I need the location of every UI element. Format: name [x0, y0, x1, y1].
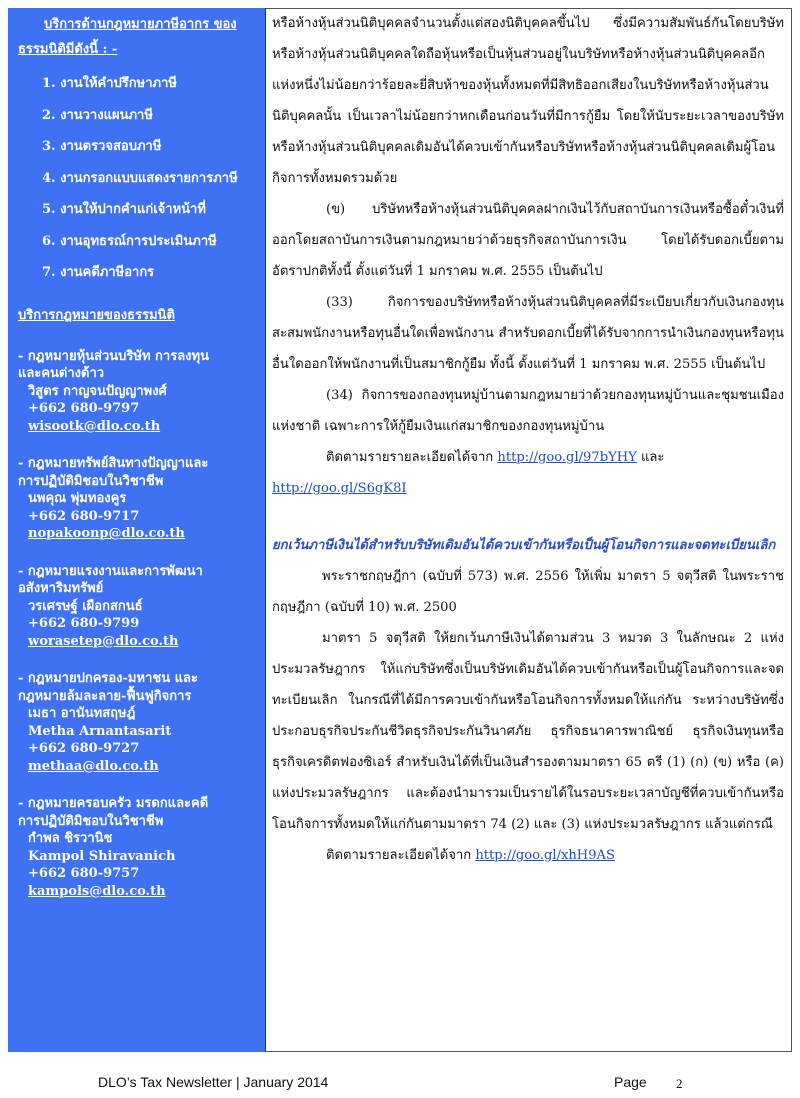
footer-page-label: Page [614, 1074, 647, 1090]
contact-name-english: Kampol Shiravanich [28, 848, 176, 864]
practice-area: - กฎหมายครอบครัว มรดกและคดี การปฏิบัติมิชอบในวิชาชีพ [18, 796, 209, 829]
main-content [272, 8, 784, 871]
practice-area: - กฎหมายแรงงานและการพัฒนา อสังหาริมทรัพย์ [18, 563, 203, 596]
contact-name: กำพล ชิรวานิช [28, 831, 113, 846]
contact-phone: +662 680-9757 [28, 866, 140, 881]
contact-block [18, 563, 255, 651]
contact-phone: +662 680-9717 [28, 508, 140, 524]
contact-block [18, 670, 255, 775]
service-item: 3. งานตรวจสอบภาษี [42, 139, 162, 154]
source-link[interactable]: http://goo.gl/S6gK8I [272, 481, 407, 496]
follow-line [272, 840, 784, 871]
practice-area: - กฎหมายทรัพย์สินทางปัญญาและ การปฏิบัติมิชอบในวิชาชีพ [18, 456, 209, 489]
source-link[interactable]: http://goo.gl/xhH9AS [475, 848, 615, 863]
contact-phone: +662 680-9727 [28, 741, 140, 756]
body-paragraph: (ข) บริษัทหรือห้างหุ้นส่วนนิติบุคคลฝากเงินไว้กับสถาบันการเงินหรือซื้อตั๋วเงินที่ออกโดยสถาบันการเงินตามกฎหมายว่าด้วยธุรกิจสถาบันการเงิน โดยได้รับดอกเบี้ยตามอัตราปกติทั้งนี้ ตั้งแต่วันที่ 1 มกราคม พ.ศ. 2555 เป็นต้นไป [272, 202, 784, 279]
service-item: 4. งานกรอกแบบแสดงรายการภาษี [42, 170, 238, 186]
sidebar-heading-legal-services: บริการกฎหมายของธรรมนิติ [18, 307, 175, 323]
sidebar [8, 8, 266, 1052]
contact-phone: +662 680-9797 [28, 401, 140, 416]
practice-area: - กฎหมายหุ้นส่วนบริษัท การลงทุน และคนต่างด้าว [18, 348, 209, 381]
contact-block [18, 795, 255, 900]
service-item: 5. งานให้ปากคำแก่เจ้าหน้าที่ [42, 202, 206, 217]
contact-email-link[interactable]: wisootk@dlo.co.th [28, 418, 161, 434]
service-item: 1. งานให้คำปรึกษาภาษี [42, 76, 177, 91]
footer-page-number: 2 [676, 1076, 683, 1091]
contact-email-link[interactable]: worasetep@dlo.co.th [28, 633, 179, 649]
contact-name-english: Metha Arnantasarit [28, 723, 172, 739]
contact-name: วิสูตร กาญจนปัญญาพงศ์ [28, 383, 167, 399]
contact-name: วรเศรษฐ์ เผือกสกนธ์ [28, 598, 143, 614]
body-paragraph: หรือห้างหุ้นส่วนนิติบุคคลจำนวนตั้งแต่สองนิติบุคคลขึ้นไป ซึ่งมีความสัมพันธ์กันโดยบริษัทหรือห้างหุ้นส่วนนิติบุคคลใดถือหุ้นหรือเป็นหุ้นส่วนอยู่ในบริษัทหรือห้างหุ้นส่วนนิติบุคคลอีกแห่งหนึ่งไม่น้อยกว่าร้อยละยี่สิบห้าของหุ้นทั้งหมดที่มีสิทธิออกเสียงในบริษัทหรือห้างหุ้นส่วนนิติบุคคลนั้น เป็นเวลาไม่น้อยกว่าหกเดือนก่อนวันที่มีการกู้ยืม โดยให้นับระยะเวลาของบริษัทหรือห้างหุ้นส่วนนิติบุคคลเดิมอันได้ควบเข้ากันหรือบริษัทหรือห้างหุ้นส่วนนิติบุคคลเดิมผู้โอนกิจการทั้งหมดรวมด้วย [272, 16, 784, 186]
sidebar-heading-tax-services: บริการด้านกฎหมายภาษีอากร ของ [44, 17, 237, 32]
practice-area: - กฎหมายปกครอง-มหาชน และ กฎหมายล้มละลาย-ฟื้นฟูกิจการ [18, 671, 198, 704]
footer-newsletter-title: DLO’s Tax Newsletter | January 2014 [98, 1074, 329, 1090]
section-heading: ยกเว้นภาษีเงินได้สำหรับบริษัทเดิมอันได้ควบเข้ากันหรือเป็นผู้โอนกิจการและจดทะเบียนเลิก [272, 538, 776, 553]
service-item: 2. งานวางแผนภาษี [42, 107, 153, 123]
follow-label: ติดตามรายรายละเอียดได้จาก [326, 450, 494, 465]
contact-email-link[interactable]: nopakoonp@dlo.co.th [28, 526, 185, 541]
service-item: 6. งานอุทธรณ์การประเมินภาษี [42, 233, 217, 249]
contact-phone: +662 680-9799 [28, 616, 140, 631]
tax-services-list [18, 68, 255, 289]
follow-line-cont [272, 473, 784, 504]
contact-name: เมธา อานันทสฤษฎ์ [28, 706, 136, 721]
contact-name: นพคุณ พุ่มทองคูร [28, 491, 127, 506]
contact-email-link[interactable]: methaa@dlo.co.th [28, 758, 159, 774]
body-paragraph: (33) กิจการของบริษัทหรือห้างหุ้นส่วนนิติบุคคลที่มีระเบียบเกี่ยวกับเงินกองทุนสะสมพนักงานหรือทุนอื่นใดเพื่อพนักงาน สำหรับดอกเบี้ยที่ได้รับจากการนำเงินกองทุนหรือทุนอื่นใดออกให้พนักงานที่เป็นสมาชิกกู้ยืม ทั้งนี้ ตั้งแต่วันที่ 1 มกราคม พ.ศ. 2555 เป็นต้นไป [272, 295, 784, 372]
follow-line [272, 442, 784, 473]
contact-block [18, 348, 255, 436]
contact-block [18, 455, 255, 543]
body-paragraph: มาตรา 5 จตุวีสติ ให้ยกเว้นภาษีเงินได้ตามส่วน 3 หมวด 3 ในลักษณะ 2 แห่งประมวลรัษฎากร ให้แก่บริษัทซึ่งเป็นบริษัทเดิมอันได้ควบเข้ากันหรือเป็นผู้โอนกิจการและจดทะเบียนเลิก ในกรณีที่ได้มีการควบเข้ากันหรือโอนกิจการทั้งหมดให้แก่กัน ระหว่างบริษัทซึ่งประกอบธุรกิจประกันชีวิตธุรกิจประกันวินาศภัย ธุรกิจธนาคารพาณิชย์ ธุรกิจเงินทุนหรือธุรกิจเครดิตฟองซิเอร์ สำหรับเงินได้ที่เป็นเงินสำรองตามมาตรา 65 ตรี (1) (ก) (ข) หรือ (ค) แห่งประมวลรัษฎากร และต้องนำมารวมเป็นรายได้ในรอบระยะเวลาบัญชีที่ควบเข้ากันหรือโอนกิจการทั้งหมดให้แก่กันตามมาตรา 74 (2) และ (3) แห่งประมวลรัษฎากร แล้วแต่กรณี [272, 631, 784, 832]
body-paragraph: (34) กิจการของกองทุนหมู่บ้านตามกฎหมายว่าด้วยกองทุนหมู่บ้านและชุมชนเมืองแห่งชาติ เฉพาะการให้กู้ยืมเงินแก่สมาชิกของกองทุนหมู่บ้าน [272, 388, 784, 434]
follow-label: ติดตามรายละเอียดได้จาก [326, 848, 472, 863]
body-paragraph: พระราชกฤษฎีกา (ฉบับที่ 573) พ.ศ. 2556 ให้เพิ่ม มาตรา 5 จตุวีสติ ในพระราชกฤษฎีกา (ฉบับที่ 10) พ.ศ. 2500 [272, 569, 784, 615]
service-item: 7. งานคดีภาษีอากร [42, 265, 155, 280]
source-link[interactable]: http://goo.gl/97bYHY [497, 450, 637, 465]
sidebar-heading-tax-services-cont: ธรรมนิติมีดังนี้ : - [18, 42, 118, 57]
contact-email-link[interactable]: kampols@dlo.co.th [28, 883, 166, 899]
follow-and: และ [640, 450, 665, 465]
